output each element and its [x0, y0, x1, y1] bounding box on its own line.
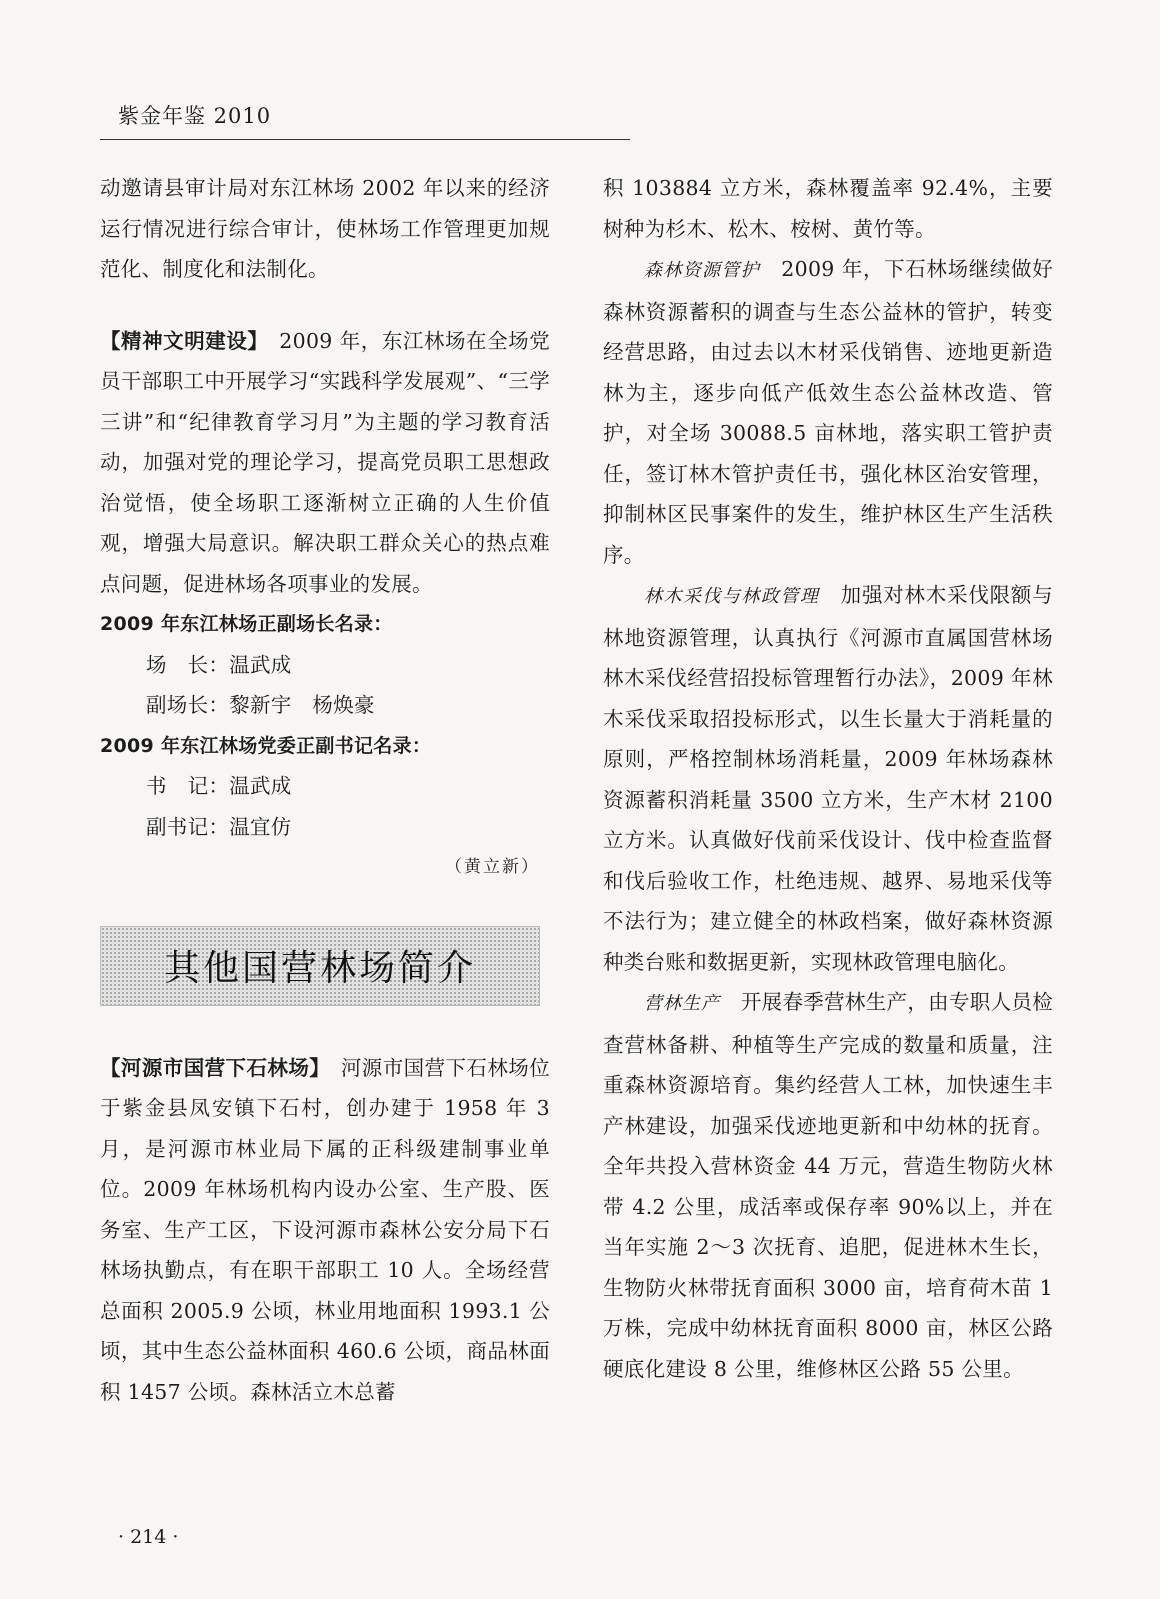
subsection-text: 加强对林木采伐限额与林地资源管理，认真执行《河源市直属国营林场林木采伐经营招投标管理暂行办法》，2009 年林木采伐采取招投标形式，以生长量大于消耗量的原则，严格控制林场消耗量，2009 年林场森林资源蓄积消耗量 3500 立方米，生产木材 2100 立方米。认真做好伐前采伐设计、伐中检查监督和伐后验收工作，杜绝违规、越界、易地采伐等不法行为；建立健全的林政档案，做好森林资源种类台账和数据更新，实现林政管理电脑化。: [603, 583, 1054, 974]
right-column: [603, 168, 1053, 1389]
secretaries-list-title: 2009 年东江林场党委正副书记名录：: [100, 734, 432, 757]
deputy-secretary-entry: 副书记：温宜仿: [146, 814, 292, 839]
forest-protection-paragraph: [603, 249, 1053, 575]
subsection-text: 2009 年，下石林场继续做好森林资源蓄积的调查与生态公益林的管护，转变经营思路，由过去以木材采伐销售、迹地更新造林为主，逐步向低产低效生态公益林改造、管护，对全场 30088.5 亩林地，落实职工管护责任，签订林木管护责任书，强化林区治安管理，抑制林区民事案件的发生，维护林区生产生活秩序。: [603, 257, 1053, 567]
banner-title: 其他国营林场简介: [163, 948, 476, 989]
deputy-directors-entry: 副场长：黎新宇 杨焕豪: [146, 693, 375, 717]
subsection-heading: 林木采伐与林政管理: [644, 586, 820, 607]
subsection-heading: 森林资源管护: [644, 260, 761, 281]
secretary-entry: 书 记：温武成: [146, 774, 292, 798]
section-heading: 【精神文明建设】: [100, 328, 259, 353]
header-rule: [100, 139, 630, 140]
section-text: 河源市国营下石林场位于紫金县凤安镇下石村，创办建于 1958 年 3 月，是河源市林业局下属的正科级建制事业单位。2009 年林场机构内设办公室、生产股、医务室、生产工区，下设河源市森林公安分局下石林场执勤点，有在职干部职工 10 人。全场经营总面积 2005.9 公顷，林业用地面积 1993.1 公顷，其中生态公益林面积 460.6 公顷，商品林面积 1457 公顷。森林活立木总蓄: [100, 1055, 550, 1404]
continuation-paragraph: 积 103884 立方米，森林覆盖率 92.4%，主要树种为杉木、松木、桉树、黄竹等。: [603, 176, 1053, 241]
logging-management-paragraph: [603, 575, 1053, 982]
xiashi-forest-farm-paragraph: [100, 1048, 550, 1413]
subsection-text: 开展春季营林生产，由专职人员检查营林备耕、种植等生产完成的数量和质量，注重森林资源培育。集约经营人工林，加快速生丰产林建设，加强采伐迹地更新和中幼林的抚育。全年共投入营林资金 44 万元，营造生物防火林带 4.2 公里，成活率或保存率 90%以上，并在当年实施 2～3 次抚育、追肥，促进林木生长，生物防火林带抚育面积 3000 亩，培育荷木苗 1 万株，完成中幼林抚育面积 8000 亩，林区公路硬底化建设 8 公里，维修林区公路 55 公里。: [603, 990, 1053, 1381]
section-text: 2009 年，东江林场在全场党员干部职工中开展学习“实践科学发展观”、“三学三讲”和“纪律教育学习月”为主题的学习教育活动，加强对党的理论学习，提高党员职工思想政治觉悟，使全场职工逐渐树立正确的人生价值观，增强大局意识。解决职工群众关心的热点难点问题，促进林场各项事业的发展。: [100, 328, 551, 596]
subsection-heading: 营林生产: [644, 993, 721, 1014]
page-number: · 214 ·: [118, 1526, 179, 1548]
left-column: [100, 168, 550, 1412]
director-entry: 场 长：温武成: [146, 652, 292, 677]
afforestation-paragraph: [603, 982, 1053, 1389]
section-banner: [100, 926, 540, 1006]
spiritual-civilization-paragraph: [100, 321, 550, 605]
author-credit: （黄立新）: [445, 857, 540, 877]
continuation-paragraph: 动邀请县审计局对东江林场 2002 年以来的经济运行情况进行综合审计，使林场工作管理更加规范化、制度化和法制化。: [100, 176, 550, 281]
directors-list-title: 2009 年东江林场正副场长名录：: [100, 613, 393, 635]
running-header: 紫金年鉴 2010: [118, 104, 272, 128]
section-heading: 【河源市国营下石林场】: [100, 1055, 320, 1080]
